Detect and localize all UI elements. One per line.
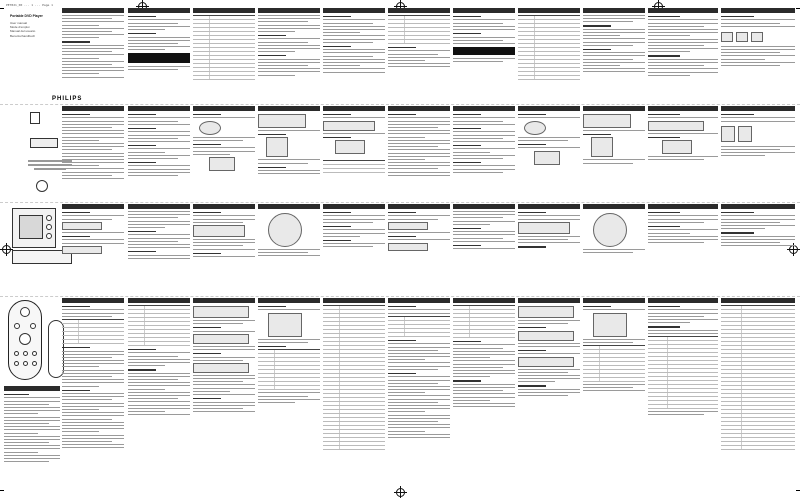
button-figure — [62, 222, 102, 230]
panel-basic-es — [721, 204, 795, 294]
language-list — [10, 21, 35, 38]
section-bar — [583, 106, 645, 111]
panel-intro — [62, 106, 124, 201]
disc-logo — [721, 32, 733, 42]
menu-figure — [518, 306, 574, 318]
remote-button — [23, 361, 28, 366]
section-bar — [193, 204, 255, 209]
section-bar — [323, 204, 385, 209]
av-cable-figure — [648, 121, 704, 131]
caution-box — [128, 53, 190, 63]
panel-maintenance — [128, 298, 190, 492]
panel-tech-es — [721, 298, 795, 492]
panel-remote-keys — [193, 8, 255, 103]
panel-french-controls — [388, 8, 450, 103]
remote-navigation-pad — [19, 333, 31, 345]
fold-line — [0, 104, 800, 105]
section-bar — [258, 106, 320, 111]
section-bar — [62, 204, 124, 209]
section-bar — [518, 298, 580, 303]
menu-figure — [193, 334, 249, 344]
barcode-label — [30, 138, 58, 148]
headphones-figure — [591, 137, 613, 157]
disc-figure — [593, 213, 627, 247]
remote-button — [14, 323, 20, 329]
section-bar — [193, 298, 255, 303]
panel-power-fr — [518, 106, 580, 201]
panel-general-info — [128, 106, 190, 201]
section-bar — [323, 8, 385, 13]
section-bar — [583, 204, 645, 209]
section-bar — [258, 204, 320, 209]
panel-french-general — [323, 8, 385, 103]
disc-figure — [268, 213, 302, 247]
section-bar — [518, 8, 580, 13]
section-bar — [648, 298, 718, 303]
section-bar — [258, 8, 320, 13]
menu-figure — [193, 306, 249, 318]
section-bar — [518, 106, 580, 111]
disc-logo — [751, 32, 763, 42]
panel-spanish-controls — [721, 8, 795, 103]
panel-basic-play — [128, 204, 190, 294]
panel-av-connection — [323, 106, 385, 201]
section-bar — [62, 106, 124, 111]
remote-button — [30, 323, 36, 329]
section-bar — [583, 298, 645, 303]
panel-playback-fr — [648, 204, 718, 294]
section-bar — [453, 106, 515, 111]
panel-remote-text — [4, 386, 60, 492]
battery-figure — [199, 121, 221, 135]
toc-item: Mode d'emploi — [10, 25, 30, 30]
recycle-icon — [36, 180, 48, 192]
remote-button — [14, 361, 19, 366]
section-bar — [721, 298, 795, 303]
crop-mark — [796, 8, 800, 9]
panel-maint-fr — [453, 298, 515, 492]
section-bar — [453, 298, 515, 303]
section-bar — [453, 204, 515, 209]
remote-button — [32, 351, 37, 356]
figure — [738, 126, 752, 142]
screen-figure — [268, 313, 302, 337]
section-bar — [721, 8, 795, 13]
registration-mark — [2, 245, 11, 254]
menu-figure — [518, 357, 574, 367]
panel-spanish-general — [648, 8, 718, 103]
panel-connections — [258, 106, 320, 201]
section-bar — [62, 298, 124, 303]
cover-panel — [4, 8, 60, 208]
panel-tech-data — [323, 298, 385, 492]
section-bar — [721, 106, 795, 111]
section-bar — [648, 204, 718, 209]
panel-troubleshoot — [62, 298, 124, 492]
adapter-figure — [209, 157, 235, 171]
panel-french-remote — [453, 8, 515, 103]
section-bar — [323, 298, 385, 303]
connection-figure — [258, 114, 306, 128]
panel-power — [193, 106, 255, 201]
panel-playback-fn — [323, 204, 385, 294]
panel-spanish-intro — [583, 8, 645, 103]
toc-item: Manual del usuario — [10, 29, 36, 34]
panel-intro-es — [721, 106, 795, 201]
section-bar — [128, 204, 190, 209]
menu-figure — [518, 331, 574, 341]
panel-basic-play-fr — [453, 204, 515, 294]
player-screen — [19, 215, 43, 239]
section-bar — [453, 8, 515, 13]
osd-figure — [518, 222, 570, 234]
section-bar — [388, 204, 450, 209]
section-bar — [388, 298, 450, 303]
crop-mark — [796, 490, 800, 491]
panel-playing — [62, 204, 124, 294]
panel-general-fr — [453, 106, 515, 201]
section-bar — [648, 106, 718, 111]
panel-settings-fr — [518, 204, 580, 294]
panel-av-fr — [648, 106, 718, 201]
panel-disc-load — [258, 204, 320, 294]
adapter-figure — [534, 151, 560, 165]
disc-logo — [736, 32, 748, 42]
section-bar — [388, 8, 450, 13]
remote-control-illustration — [8, 300, 42, 380]
control-button — [46, 224, 52, 230]
panel-controls — [62, 8, 124, 103]
panel-settings — [193, 204, 255, 294]
av-cable-figure — [323, 121, 375, 131]
remote-button — [23, 351, 28, 356]
panel-screen-settings — [193, 298, 255, 492]
section-bar — [128, 298, 190, 303]
section-bar — [193, 106, 255, 111]
button-figure — [62, 246, 102, 254]
section-bar — [128, 106, 190, 111]
panel-disc-load-fr — [583, 204, 645, 294]
remote-button — [20, 307, 30, 317]
figure — [721, 126, 735, 142]
player-illustration — [12, 208, 56, 248]
product-title: Portable DVD Player — [10, 14, 43, 18]
panel-controls-2 — [128, 8, 190, 103]
menu-figure — [193, 363, 249, 373]
panel-french-intro — [258, 8, 320, 103]
control-button — [46, 233, 52, 239]
panel-intro-fr — [388, 106, 450, 201]
section-bar — [583, 8, 645, 13]
caution-box — [453, 47, 515, 55]
section-bar — [721, 204, 795, 209]
brand-logo: PHILIPS — [52, 96, 83, 102]
recycle-bin-icon — [30, 112, 40, 124]
section-bar — [62, 8, 124, 13]
section-bar — [193, 8, 255, 13]
toc-item: Benutzerhandbuch — [10, 33, 36, 38]
section-bar — [648, 8, 718, 13]
fold-line — [0, 202, 800, 203]
section-bar — [388, 106, 450, 111]
button-figure — [388, 222, 428, 230]
screen-figure — [593, 313, 627, 337]
panel-specs — [258, 298, 320, 492]
print-meta: PET821_00 ... 1 ... Page 1 — [6, 3, 53, 7]
section-bar — [518, 204, 580, 209]
remote-button — [32, 361, 37, 366]
panel-screen-fr — [518, 298, 580, 492]
section-bar — [128, 8, 190, 13]
tv-figure — [662, 140, 692, 154]
panel-tech-fr — [648, 298, 718, 492]
panel-playing-fr — [388, 204, 450, 294]
battery-figure — [524, 121, 546, 135]
fold-line — [0, 296, 800, 297]
section-bar — [323, 106, 385, 111]
panel-connections-fr — [583, 106, 645, 201]
panel-trouble-fr — [388, 298, 450, 492]
headphones-figure — [266, 137, 288, 157]
connection-figure — [583, 114, 631, 128]
panel-french-keys — [518, 8, 580, 103]
toc-item: User manual — [10, 21, 28, 25]
section-bar — [4, 386, 60, 391]
section-bar — [258, 298, 320, 303]
tv-figure — [335, 140, 365, 154]
button-figure — [388, 243, 428, 251]
panel-specs-fr — [583, 298, 645, 492]
osd-figure — [193, 225, 245, 237]
control-button — [46, 215, 52, 221]
remote-button — [14, 351, 19, 356]
